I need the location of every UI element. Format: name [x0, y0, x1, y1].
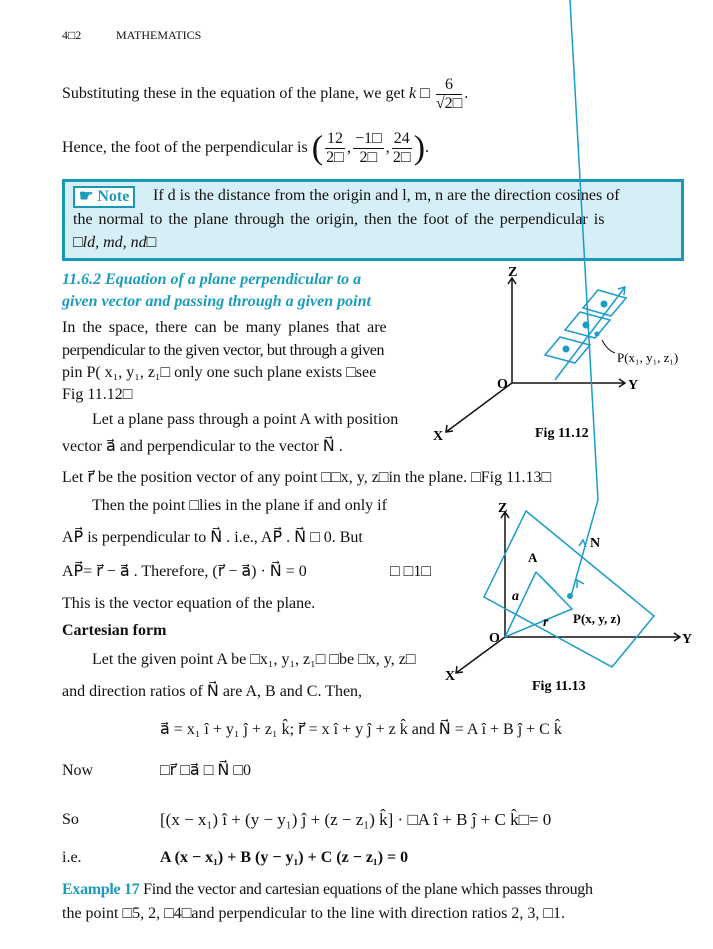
para-line: and direction ratios of N⃗ are A, B and C. Then,: [62, 683, 363, 700]
y-axis-label: Y: [628, 378, 639, 393]
origin-label: O: [497, 377, 508, 392]
para-line: Let the given point A be □x₁, y₁, z₁□ □be □x, y, z□: [92, 651, 416, 668]
vector-a-label: a⃗: [512, 589, 530, 604]
y-axis-label: Y: [682, 632, 693, 647]
ie-label: i.e.: [62, 849, 82, 866]
para-line: Let r⃗ be the position vector of any point □□x, y, z□in the plane. □Fig 11.13□: [62, 469, 552, 486]
x-axis-label: X: [445, 669, 456, 684]
origin-label: O: [489, 631, 500, 646]
x-axis-label: X: [433, 429, 444, 444]
planes: [545, 287, 626, 380]
section-heading: given vector and passing through a given point: [62, 293, 371, 310]
note-line: the normal to the plane through the origin, then the foot of the perpendicular is: [73, 211, 605, 228]
vector-definitions: a⃗ = x₁ î + y₁ ĵ + z₁ k̂; r⃗ = x î + y ĵ + z k̂ and N⃗ = A î + B ĵ + C k̂: [160, 721, 562, 738]
substitution-text: Substituting these in the equation of the plane, we get: [62, 85, 406, 103]
z-axis-label: Z: [498, 501, 508, 516]
para-line: In the space, there can be many planes that are: [62, 319, 387, 336]
point-label: P(x₁, y₁, z₁): [617, 350, 679, 365]
example-line: the point □5, 2, □4□and perpendicular to the line with direction ratios 2, 3, □1.: [62, 905, 565, 922]
para-line: Then the point □lies in the plane if and only if: [92, 497, 387, 514]
foot-y: $\frac{-1□}{2□}$: [355, 129, 382, 166]
para-line: AP⃗ is perpendicular to N⃗ . i.e., AP⃗ . N⃗ □ 0. But: [62, 529, 363, 546]
foot-z: $\frac{24}{2□}$: [392, 129, 411, 166]
so-equation: [(x − x₁) î + (y − y₁) ĵ + (z − z₁) k̂] · □A î + B ĵ + C k̂□= 0: [160, 810, 552, 829]
note-tag: ☛ Note: [73, 186, 135, 208]
figure-caption: Fig 11.12: [535, 426, 589, 441]
cartesian-equation: A (x − x₁) + B (y − y₁) + C (z − z₁) = 0: [160, 849, 409, 866]
example-label: Example 17: [62, 881, 140, 898]
cartesian-heading: Cartesian form: [62, 622, 167, 639]
section-heading: 11.6.2 Equation of a plane perpendicular to a: [62, 271, 362, 288]
para-line: Let a plane pass through a point A with position: [92, 411, 399, 428]
now-equation: □r⃗ □a⃗ □ N⃗ □0: [160, 762, 252, 779]
point-p-label: P(x, y, z): [573, 611, 621, 626]
foot-x: $\frac{12}{2□}$: [326, 129, 344, 166]
para-line: perpendicular to the given vector, but through a given: [62, 342, 385, 359]
equation-number: □ □1□: [390, 563, 431, 580]
numerator: 6: [436, 76, 462, 95]
para-line: This is the vector equation of the plane.: [62, 595, 316, 612]
vector-equation: AP⃗= r⃗ − a⃗ . Therefore, (r⃗ − a⃗) · N⃗ = 0: [62, 563, 307, 580]
figure-11-13: [456, 512, 680, 673]
para-line: pin P( x₁, y₁, z₁□ only one such plane exists □see: [62, 364, 377, 381]
point-a-label: A: [528, 550, 538, 565]
z-axis-label: Z: [508, 265, 518, 280]
foot-line: Hence, the foot of the perpendicular is ( $\frac{12}{2□}$ , $\frac{-1□}{2□}$ , $\frac{24}{2□}$ ).: [62, 129, 430, 167]
so-label: So: [62, 811, 79, 828]
denominator: √2□: [435, 95, 463, 112]
running-title: MATHEMATICS: [116, 28, 202, 42]
vector-r-label: r⃗: [543, 615, 560, 630]
note-line: □ld, md, nd□: [73, 234, 157, 251]
example-text: Find the vector and cartesian equations of the plane which passes through: [143, 881, 593, 898]
normal-label: N⃗: [590, 536, 611, 551]
para-line: vector a⃗ and perpendicular to the vector N⃗ .: [62, 438, 343, 455]
substitution-line: Substituting these in the equation of the plane, we get k □ $\frac{6}{√2□}$ .: [62, 76, 469, 112]
figure-caption: Fig 11.13: [532, 679, 586, 694]
para-line: Fig 11.12□: [62, 386, 133, 403]
note-line: If d is the distance from the origin and l, m, n are the direction cosines of: [153, 187, 620, 204]
foot-text: Hence, the foot of the perpendicular is: [62, 139, 308, 156]
page-number: 4□2: [62, 28, 82, 42]
k-equals: k □: [409, 85, 430, 103]
now-label: Now: [62, 762, 94, 779]
